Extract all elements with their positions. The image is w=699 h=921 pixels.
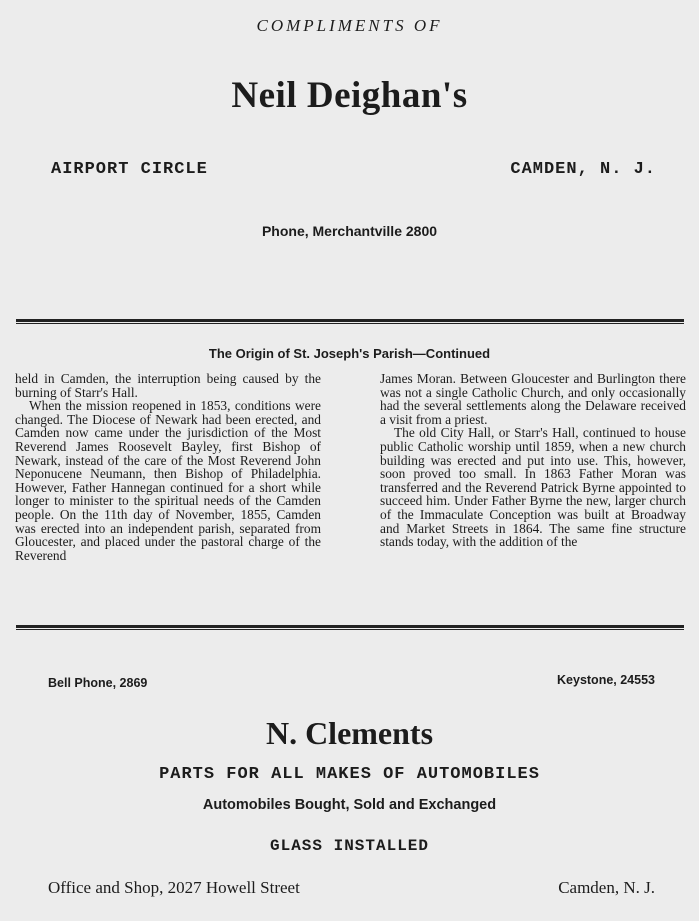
article-column-right (380, 372, 686, 549)
paragraph: James Moran. Between Gloucester and Burlington there was not a single Catholic Church, and only occasionally had the several settlements along the Delaware received a visit from a priest. (380, 371, 686, 427)
keystone-phone: Keystone, 24553 (557, 673, 655, 687)
divider-top (16, 319, 684, 324)
business-name: N. Clements (265, 715, 434, 751)
location-right: CAMDEN, N. J. (510, 160, 656, 179)
compliments-heading: COMPLIMENTS OF (256, 16, 443, 35)
subline: Automobiles Bought, Sold and Exchanged (202, 797, 497, 813)
article-title: The Origin of St. Joseph's Parish—Continued (208, 346, 491, 361)
bell-phone: Bell Phone, 2869 (48, 676, 148, 690)
tagline: PARTS FOR ALL MAKES OF AUTOMOBILES (159, 765, 540, 784)
glass-installed: GLASS INSTALLED (269, 837, 430, 855)
location-left: AIRPORT CIRCLE (51, 160, 208, 179)
address: Office and Shop, 2027 Howell Street (48, 878, 300, 897)
article-column-left (15, 372, 321, 562)
paragraph: held in Camden, the interruption being caused by the burning of Starr's Hall. (15, 371, 321, 400)
divider-bottom (16, 625, 684, 630)
paragraph: When the mission reopened in 1853, conditions were changed. The Diocese of Newark had been erected, and Camden now came under the jurisdiction of the Most Reverend James Roosevelt Bayley, first Bishop of Newark, instead of the care of the Most Reverend John Neponucene Neumann, then Bishop of Philadelphia. However, Father Hannegan continued for a short while longer to minister to the spiritual needs of the Camden people. On the 11th day of November, 1855, Camden was erected into an independent parish, separated from Gloucester, and placed under the pastoral charge of the Reverend (15, 398, 321, 563)
phone-number: Phone, Merchantville 2800 (261, 223, 438, 239)
city: Camden, N. J. (558, 878, 655, 897)
business-name: Neil Deighan's (231, 75, 468, 116)
paragraph: The old City Hall, or Starr's Hall, continued to house public Catholic worship until 1859, when a new church building was erected and put into use. This, however, soon proved too small. In 1863 Father Moran was transferred and the Reverend Patrick Byrne appointed to succeed him. Under Father Byrne the new, larger church of the Immaculate Conception was built at Broadway and Market Streets in 1864. The same fine structure stands today, with the addition of the (380, 425, 686, 550)
